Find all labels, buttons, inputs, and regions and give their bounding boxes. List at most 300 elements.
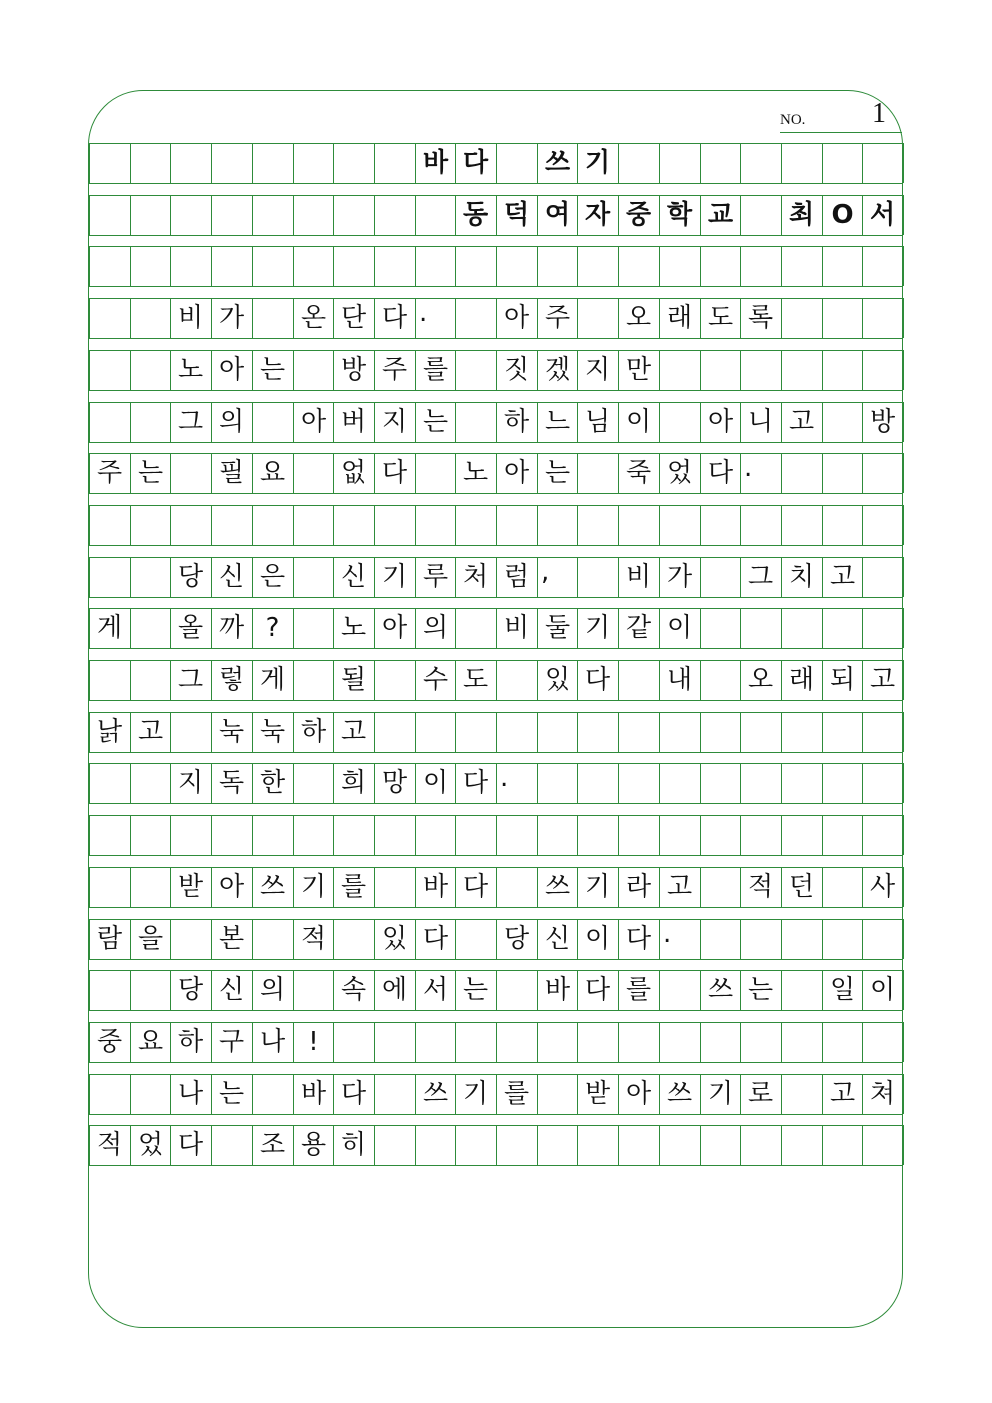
grid-line (577, 763, 578, 803)
grid-char: 사 (869, 872, 896, 902)
grid-char: 다 (462, 872, 489, 902)
grid-char: 한 (259, 768, 286, 798)
grid-line (740, 608, 741, 648)
grid-char: 도 (707, 303, 734, 333)
grid-line (252, 402, 253, 442)
grid-char: 래 (666, 303, 693, 333)
grid-line (740, 815, 741, 855)
grid-line (89, 350, 90, 390)
grid-line (455, 246, 456, 286)
grid-char: 하 (503, 407, 530, 437)
grid-line (822, 867, 823, 907)
grid-line (89, 1062, 903, 1063)
grid-line (89, 183, 903, 184)
grid-char: 내 (666, 665, 693, 695)
grid-char: 다 (381, 458, 408, 488)
grid-line (293, 763, 294, 803)
grid-line (903, 350, 904, 390)
grid-line (659, 815, 660, 855)
grid-line (862, 143, 863, 183)
grid-line (903, 557, 904, 597)
grid-line (333, 246, 334, 286)
grid-char: 비 (625, 562, 652, 592)
grid-line (903, 1074, 904, 1114)
grid-char: 를 (422, 355, 449, 385)
grid-line (293, 815, 294, 855)
grid-line (415, 246, 416, 286)
grid-char: 오 (747, 665, 774, 695)
grid-line (700, 246, 701, 286)
grid-char: 비 (503, 613, 530, 643)
grid-char: 의 (218, 407, 245, 437)
grid-line (211, 815, 212, 855)
grid-char: 온 (300, 303, 327, 333)
grid-line (89, 700, 903, 701)
grid-char: 가 (666, 562, 693, 592)
grid-line (903, 195, 904, 235)
grid-line (740, 143, 741, 183)
grid-line (374, 712, 375, 752)
grid-line (903, 402, 904, 442)
grid-char: 는 (747, 975, 774, 1005)
grid-line (822, 298, 823, 338)
grid-line (903, 815, 904, 855)
grid-char: 그 (177, 665, 204, 695)
grid-char: 바 (422, 148, 449, 178)
grid-char: 중 (625, 200, 652, 230)
grid-line (659, 1022, 660, 1062)
grid-line (293, 195, 294, 235)
grid-line (862, 350, 863, 390)
grid-char: 치 (788, 562, 815, 592)
grid-char: 동 (462, 200, 489, 230)
grid-char: 를 (340, 872, 367, 902)
grid-line (252, 143, 253, 183)
grid-char: 록 (747, 303, 774, 333)
grid-line (455, 815, 456, 855)
grid-char: 는 (422, 407, 449, 437)
grid-line (89, 505, 90, 545)
grid-line (415, 815, 416, 855)
grid-line (781, 970, 782, 1010)
grid-line (374, 1125, 375, 1165)
grid-line (577, 712, 578, 752)
grid-line (781, 919, 782, 959)
grid-line (496, 660, 497, 700)
grid-char: 요 (137, 1027, 164, 1057)
grid-char: 쓰 (259, 872, 286, 902)
grid-line (862, 298, 863, 338)
grid-line (822, 712, 823, 752)
grid-line (700, 763, 701, 803)
grid-line (862, 919, 863, 959)
grid-line (822, 1022, 823, 1062)
grid-line (293, 557, 294, 597)
grid-line (374, 660, 375, 700)
grid-char: 독 (218, 768, 245, 798)
grid-line (415, 505, 416, 545)
grid-line (89, 959, 903, 960)
grid-line (374, 1074, 375, 1114)
grid-line (496, 1125, 497, 1165)
grid-line (822, 763, 823, 803)
grid-char: 당 (503, 924, 530, 954)
grid-line (293, 246, 294, 286)
grid-line (700, 143, 701, 183)
grid-line (130, 867, 131, 907)
grid-line (740, 712, 741, 752)
grid-line (862, 608, 863, 648)
grid-char: 비 (177, 303, 204, 333)
grid-char: 은 (259, 562, 286, 592)
grid-line (293, 143, 294, 183)
grid-line (781, 815, 782, 855)
grid-char: 단 (340, 303, 367, 333)
grid-line (740, 763, 741, 803)
grid-char: 이 (584, 924, 611, 954)
grid-char: 눅 (259, 717, 286, 747)
grid-char: 주 (381, 355, 408, 385)
grid-line (700, 557, 701, 597)
grid-char: 일 (829, 975, 856, 1005)
page-number-value: 1 (872, 98, 886, 129)
grid-line (659, 143, 660, 183)
grid-char: 이 (869, 975, 896, 1005)
grid-char: 그 (747, 562, 774, 592)
grid-char: 서 (869, 200, 896, 230)
grid-char: 학 (666, 200, 693, 230)
grid-char: ? (265, 613, 280, 643)
grid-line (293, 453, 294, 493)
grid-char: 람 (96, 924, 123, 954)
grid-line (374, 246, 375, 286)
grid-line (781, 763, 782, 803)
grid-char: 되 (829, 665, 856, 695)
grid-line (455, 712, 456, 752)
grid-char: 노 (462, 458, 489, 488)
grid-char: 짓 (503, 355, 530, 385)
grid-char: 노 (177, 355, 204, 385)
grid-line (862, 815, 863, 855)
grid-line (333, 815, 334, 855)
grid-line (415, 453, 416, 493)
grid-line (89, 763, 90, 803)
grid-char: 방 (869, 407, 896, 437)
grid-char: 고 (666, 872, 693, 902)
grid-char: 바 (300, 1079, 327, 1109)
grid-line (89, 235, 903, 236)
grid-char: 신 (218, 975, 245, 1005)
grid-char: 그 (177, 407, 204, 437)
grid-line (211, 246, 212, 286)
grid-line (89, 803, 903, 804)
grid-char: 다 (707, 458, 734, 488)
grid-char: 교 (707, 200, 734, 230)
grid-line (89, 298, 90, 338)
grid-line (415, 1022, 416, 1062)
grid-line (89, 493, 903, 494)
grid-char: 라 (625, 872, 652, 902)
grid-line (862, 1125, 863, 1165)
grid-char: 었 (666, 458, 693, 488)
grid-line (577, 1125, 578, 1165)
grid-char: 기 (584, 872, 611, 902)
grid-char: 아 (300, 407, 327, 437)
grid-line (618, 505, 619, 545)
grid-char: 기 (300, 872, 327, 902)
grid-line (89, 855, 903, 856)
grid-line (374, 143, 375, 183)
grid-char: 기 (462, 1079, 489, 1109)
grid-line (89, 597, 903, 598)
grid-char: 쓰 (544, 148, 571, 178)
grid-line (374, 867, 375, 907)
grid-char: 나 (259, 1027, 286, 1057)
grid-line (496, 712, 497, 752)
grid-line (781, 712, 782, 752)
grid-line (170, 195, 171, 235)
grid-char: 방 (340, 355, 367, 385)
grid-char: 적 (747, 872, 774, 902)
grid-line (333, 505, 334, 545)
grid-char: 고 (829, 1079, 856, 1109)
grid-char: 는 (218, 1079, 245, 1109)
grid-char: 주 (96, 458, 123, 488)
grid-char: 기 (584, 613, 611, 643)
grid-char: 쓰 (666, 1079, 693, 1109)
grid-line (252, 246, 253, 286)
grid-line (577, 815, 578, 855)
grid-char: 조 (259, 1130, 286, 1160)
grid-char: 같 (625, 613, 652, 643)
grid-line (700, 505, 701, 545)
grid-line (496, 246, 497, 286)
grid-line (822, 919, 823, 959)
grid-char: 하 (300, 717, 327, 747)
grid-char: 루 (422, 562, 449, 592)
grid-line (537, 1074, 538, 1114)
grid-char: 요 (259, 458, 286, 488)
grid-char: 럼 (503, 562, 530, 592)
grid-line (537, 1125, 538, 1165)
grid-line (862, 453, 863, 493)
grid-char: 이 (422, 768, 449, 798)
grid-line (618, 660, 619, 700)
grid-char: 적 (300, 924, 327, 954)
grid-char: . (744, 453, 753, 483)
grid-char: 당 (177, 562, 204, 592)
grid-line (700, 712, 701, 752)
grid-char: 주 (544, 303, 571, 333)
grid-line (89, 1074, 90, 1114)
grid-char: 게 (96, 613, 123, 643)
grid-line (496, 815, 497, 855)
grid-line (700, 919, 701, 959)
grid-line (537, 246, 538, 286)
grid-line (577, 1022, 578, 1062)
grid-line (903, 919, 904, 959)
grid-line (211, 505, 212, 545)
grid-char: 오 (625, 303, 652, 333)
grid-line (170, 505, 171, 545)
grid-char: 자 (584, 200, 611, 230)
grid-line (130, 1074, 131, 1114)
grid-char: 바 (422, 872, 449, 902)
grid-char: 다 (625, 924, 652, 954)
grid-char: 래 (788, 665, 815, 695)
grid-char: 는 (462, 975, 489, 1005)
grid-line (659, 246, 660, 286)
grid-char: 니 (747, 407, 774, 437)
grid-char: 쓰 (544, 872, 571, 902)
grid-char: 적 (96, 1130, 123, 1160)
grid-char: . (419, 298, 428, 328)
grid-line (455, 505, 456, 545)
grid-char: 를 (503, 1079, 530, 1109)
grid-char: 없 (340, 458, 367, 488)
grid-char: 아 (218, 872, 245, 902)
grid-char: 느 (544, 407, 571, 437)
grid-line (903, 298, 904, 338)
grid-char: 낡 (96, 717, 123, 747)
grid-char: 를 (625, 975, 652, 1005)
grid-char: 아 (381, 613, 408, 643)
grid-line (618, 1022, 619, 1062)
grid-line (781, 453, 782, 493)
grid-line (862, 712, 863, 752)
grid-line (130, 195, 131, 235)
grid-line (822, 608, 823, 648)
grid-char: 도 (462, 665, 489, 695)
grid-char: 지 (584, 355, 611, 385)
grid-line (374, 195, 375, 235)
grid-line (618, 1125, 619, 1165)
grid-char: ! (308, 1027, 319, 1057)
grid-line (89, 815, 90, 855)
grid-line (89, 660, 90, 700)
grid-line (822, 1125, 823, 1165)
grid-char: 다 (584, 975, 611, 1005)
grid-char: 신 (340, 562, 367, 592)
grid-line (659, 350, 660, 390)
grid-char: 지 (177, 768, 204, 798)
grid-line (89, 1114, 903, 1115)
grid-char: 렇 (218, 665, 245, 695)
grid-line (89, 545, 903, 546)
grid-char: 다 (177, 1130, 204, 1160)
grid-line (618, 763, 619, 803)
grid-line (781, 608, 782, 648)
grid-line (903, 970, 904, 1010)
grid-char: 기 (381, 562, 408, 592)
grid-line (903, 608, 904, 648)
grid-char: 본 (218, 924, 245, 954)
grid-char: 있 (544, 665, 571, 695)
grid-line (903, 453, 904, 493)
grid-char: 가 (218, 303, 245, 333)
grid-char: 는 (544, 458, 571, 488)
grid-line (740, 1022, 741, 1062)
grid-char: 다 (584, 665, 611, 695)
grid-line (659, 712, 660, 752)
grid-line (293, 608, 294, 648)
grid-line (903, 660, 904, 700)
grid-line (618, 815, 619, 855)
grid-line (130, 246, 131, 286)
grid-char: 나 (177, 1079, 204, 1109)
grid-line (903, 1125, 904, 1165)
grid-char: 눅 (218, 717, 245, 747)
grid-line (740, 350, 741, 390)
grid-char: 님 (584, 407, 611, 437)
grid-line (496, 970, 497, 1010)
grid-line (781, 350, 782, 390)
grid-char: 게 (259, 665, 286, 695)
grid-line (659, 970, 660, 1010)
grid-line (862, 246, 863, 286)
grid-line (415, 1125, 416, 1165)
grid-char: 이 (625, 407, 652, 437)
grid-line (903, 763, 904, 803)
grid-line (862, 505, 863, 545)
grid-char: 고 (869, 665, 896, 695)
grid-line (740, 246, 741, 286)
grid-char: 죽 (625, 458, 652, 488)
grid-line (130, 505, 131, 545)
grid-line (211, 1125, 212, 1165)
grid-line (903, 143, 904, 183)
grid-line (89, 286, 903, 287)
grid-line (170, 143, 171, 183)
grid-char: 던 (788, 872, 815, 902)
grid-char: 노 (340, 613, 367, 643)
grid-line (130, 970, 131, 1010)
grid-line (822, 246, 823, 286)
grid-line (781, 1022, 782, 1062)
grid-line (89, 648, 903, 649)
grid-char: 에 (381, 975, 408, 1005)
grid-line (89, 338, 903, 339)
grid-char: 희 (340, 768, 367, 798)
grid-char: 었 (137, 1130, 164, 1160)
grid-line (618, 143, 619, 183)
grid-line (822, 505, 823, 545)
grid-line (130, 298, 131, 338)
grid-line (822, 350, 823, 390)
grid-line (130, 402, 131, 442)
grid-line (781, 1074, 782, 1114)
grid-char: 만 (625, 355, 652, 385)
grid-char: 구 (218, 1027, 245, 1057)
grid-char: 버 (340, 407, 367, 437)
grid-char: 받 (584, 1079, 611, 1109)
grid-line (822, 143, 823, 183)
grid-line (537, 1022, 538, 1062)
grid-line (293, 350, 294, 390)
grid-char: 수 (422, 665, 449, 695)
grid-char: 이 (666, 613, 693, 643)
grid-line (293, 660, 294, 700)
grid-char: 기 (584, 148, 611, 178)
grid-line (130, 660, 131, 700)
grid-line (903, 246, 904, 286)
grid-line (659, 505, 660, 545)
grid-line (700, 867, 701, 907)
grid-char: 까 (218, 613, 245, 643)
grid-char: O (831, 200, 854, 230)
grid-line (333, 195, 334, 235)
grid-line (700, 608, 701, 648)
